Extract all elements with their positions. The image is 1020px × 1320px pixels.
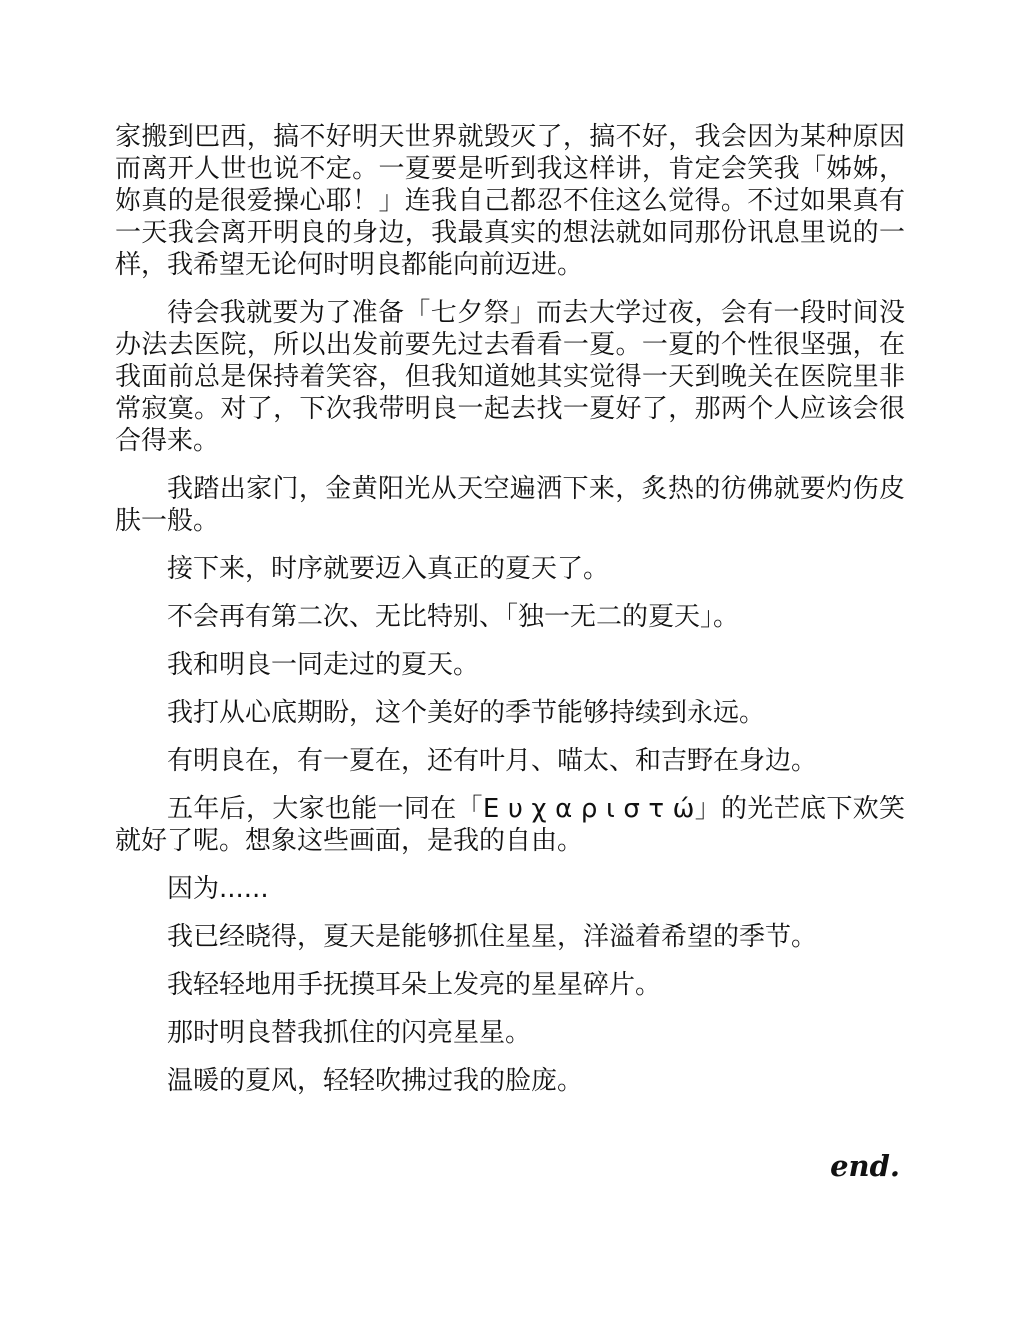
paragraph: 温暖的夏风，轻轻吹拂过我的脸庞。 (167, 1066, 584, 1096)
paragraph: 我踏出家门，金黄阳光从天空遍洒下来，炙热的彷佛就要灼伤皮肤一般。 (115, 474, 905, 536)
paragraph: 我已经晓得，夏天是能够抓住星星，洋溢着希望的季节。 (167, 922, 818, 952)
paragraph: 不会再有第二次、无比特别、「独一无二的夏天」。 (167, 602, 740, 632)
end-marker: end. (830, 1149, 900, 1183)
paragraph: 待会我就要为了准备「七夕祭」而去大学过夜，会有一段时间没办法去医院，所以出发前要先过去看看一夏。一夏的个性很坚强，在我面前总是保持着笑容，但我知道她其实觉得一天到晚关在医院里非常寂寞。对了，下次我带明良一起去找一夏好了，那两个人应该会很合得来。 (115, 298, 905, 456)
paragraph-container (115, 121, 905, 1097)
paragraph: 接下来，时序就要迈入真正的夏天了。 (167, 554, 610, 584)
paragraph: 因为...... (167, 874, 269, 904)
paragraph: 我打从心底期盼，这个美好的季节能够持续到永远。 (167, 698, 766, 728)
paragraph: 有明良在，有一夏在，还有叶月、喵太、和吉野在身边。 (167, 746, 818, 776)
paragraph: 我轻轻地用手抚摸耳朵上发亮的星星碎片。 (167, 970, 662, 1000)
paragraph: 那时明良替我抓住的闪亮星星。 (167, 1018, 532, 1048)
paragraph: 五年后，大家也能一同在「Ε υ χ α ρ ι σ τ ώ」的光芒底下欢笑就好了呢。想象这些画面，是我的自由。 (115, 794, 905, 856)
paragraph: 家搬到巴西，搞不好明天世界就毁灭了，搞不好，我会因为某种原因而离开人世也说不定。一夏要是听到我这样讲，肯定会笑我「姊姊，妳真的是很爱操心耶！」连我自己都忍不住这么觉得。不过如果真有一天我会离开明良的身边，我最真实的想法就如同那份讯息里说的一样，我希望无论何时明良都能向前迈进。 (115, 122, 905, 280)
paragraph: 我和明良一同走过的夏天。 (167, 650, 480, 680)
end-marker-line (115, 1149, 905, 1183)
